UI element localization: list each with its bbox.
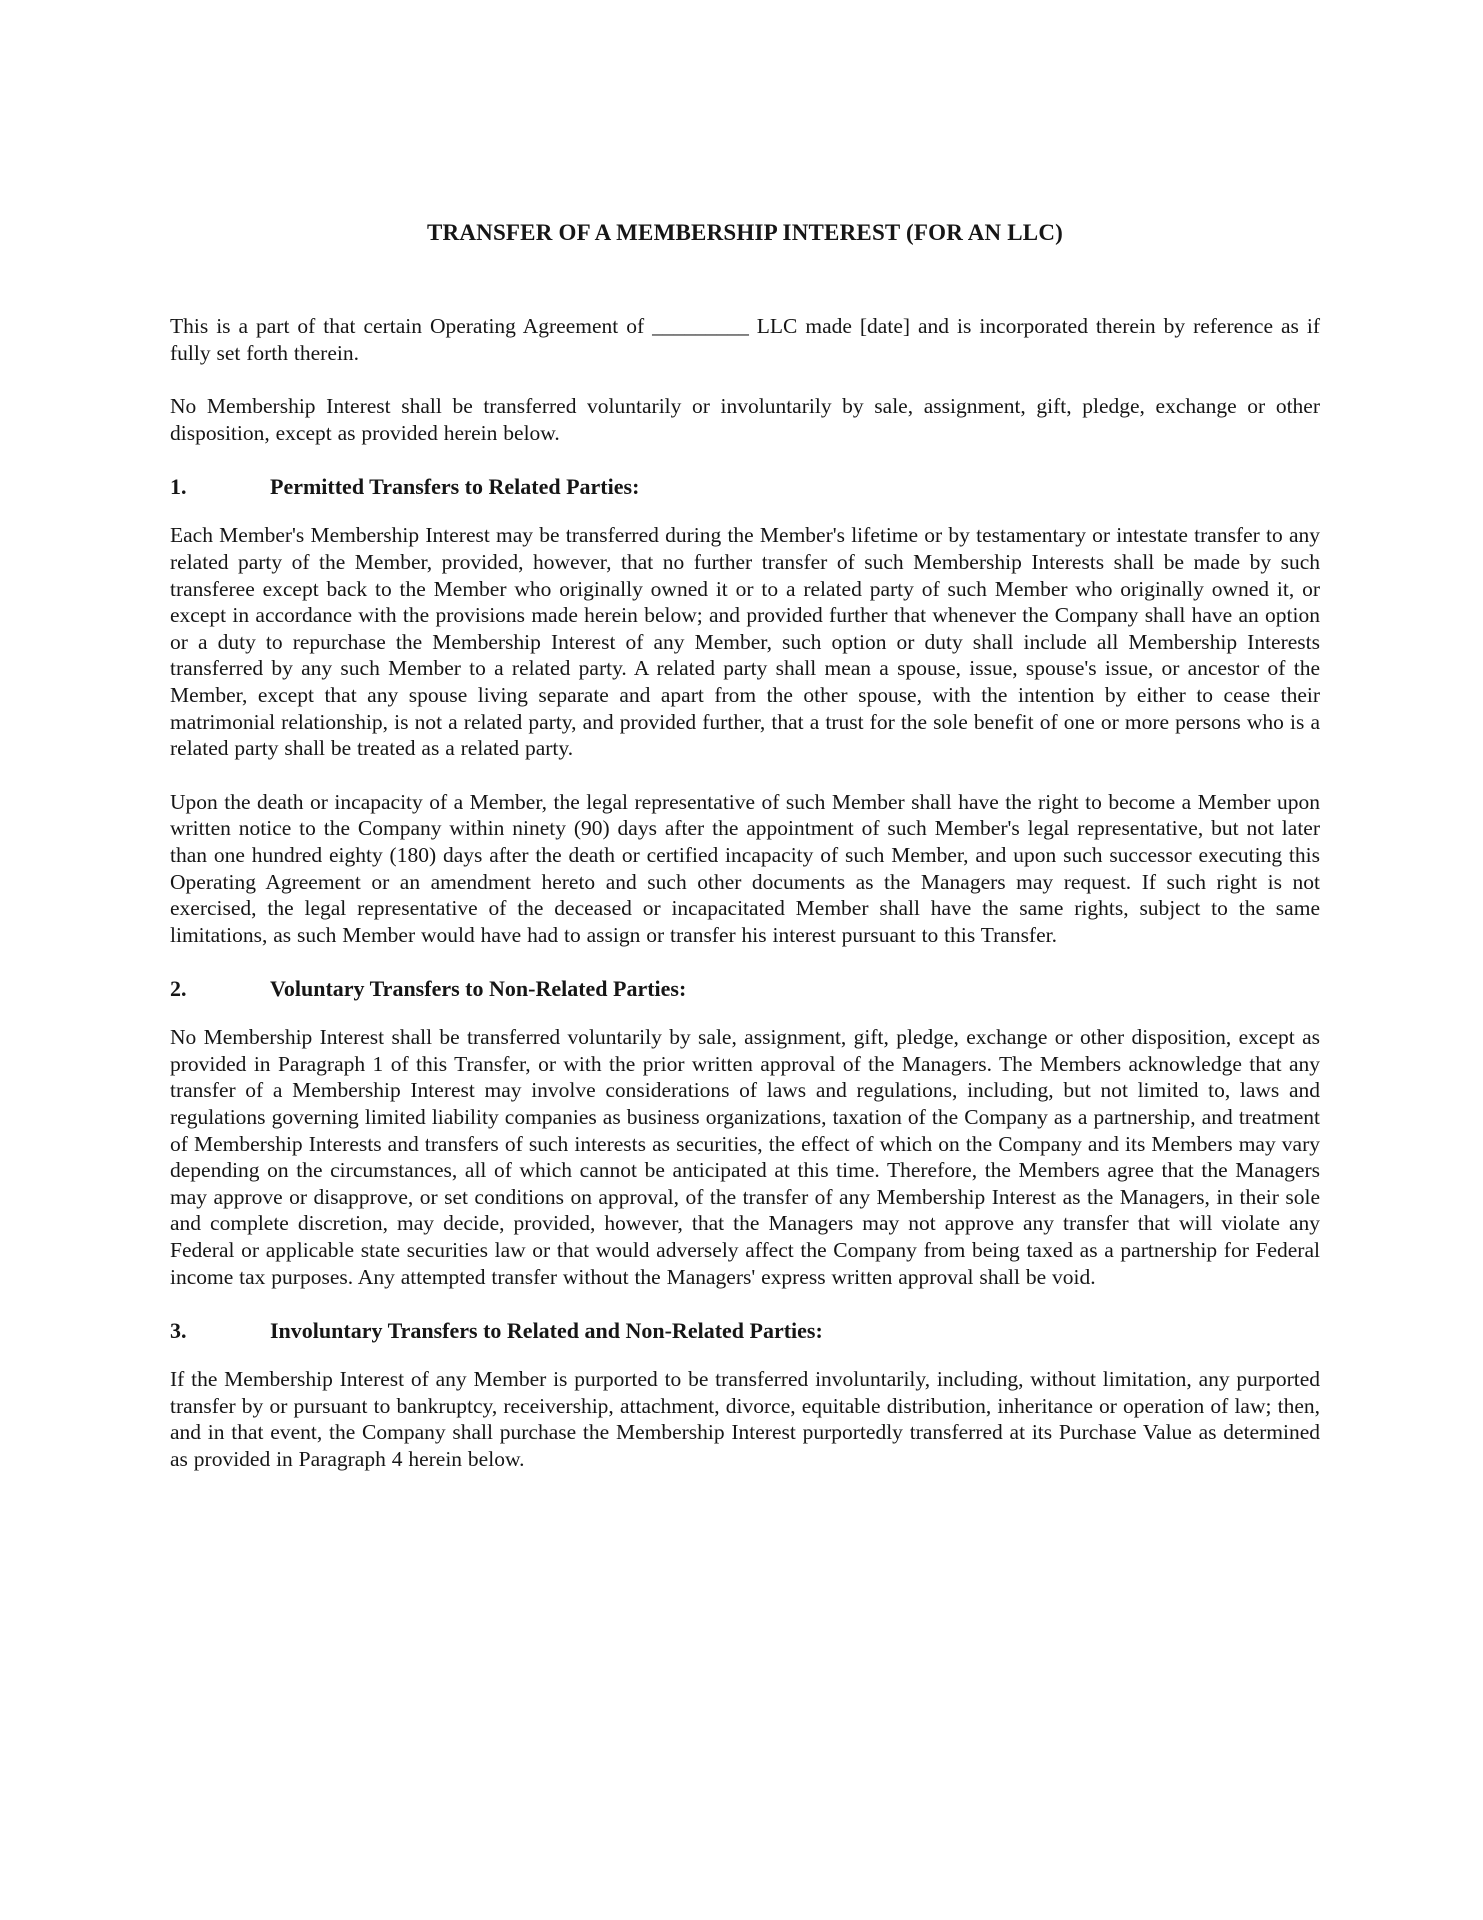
section-1-number: 1. [170,474,187,500]
section-1-heading-label: Permitted Transfers to Related Parties: [270,474,640,500]
document-page [170,0,1320,1473]
section-2-heading-label: Voluntary Transfers to Non-Related Parties: [270,976,687,1002]
section-3 [170,1317,1320,1472]
intro-paragraph-2: No Membership Interest shall be transferred voluntarily or involuntarily by sale, assignment, gift, pledge, exchange or other disposition, except as provided herein below. [170,394,1320,445]
section-2-heading [170,975,1320,1003]
section-2-number: 2. [170,976,187,1002]
section-1-heading [170,473,1320,501]
section-3-number: 3. [170,1318,187,1344]
section-3-heading-label: Involuntary Transfers to Related and Non-Related Parties: [270,1318,823,1344]
section-3-heading [170,1317,1320,1345]
section-1-paragraph-1: Each Member's Membership Interest may be transferred during the Member's lifetime or by testamentary or intestate transfer to any related party of the Member, provided, however, that no further transfer of such Membership Interests shall be made by such transferee except back to the Member who originally owned it or to a related party of such Member who originally owned it, or except in accordance with the provisions made herein below; and provided further that whenever the Company shall have an option or a duty to repurchase the Membership Interest of any Member, such option or duty shall include all Membership Interests transferred by any such Member to a related party. A related party shall mean a spouse, issue, spouse's issue, or ancestor of the Member, except that any spouse living separate and apart from the other spouse, with the intention by either to cease their matrimonial relationship, is not a related party, and provided further, that a trust for the sole benefit of one or more persons who is a related party shall be treated as a related party. [170,523,1320,761]
section-3-paragraph-1: If the Membership Interest of any Member is purported to be transferred involuntarily, including, without limitation, any purported transfer by or pursuant to bankruptcy, receivership, attachment, divorce, equitable distribution, inheritance or operation of law; then, and in that event, the Company shall purchase the Membership Interest purportedly transferred at its Purchase Value as determined as provided in Paragraph 4 herein below. [170,1367,1320,1471]
section-2 [170,975,1320,1290]
section-1 [170,473,1320,948]
section-1-paragraph-2: Upon the death or incapacity of a Member, the legal representative of such Member shall have the right to become a Member upon written notice to the Company within ninety (90) days after the appointment of such Member's legal representative, but not later than one hundred eighty (180) days after the death or certified incapacity of such Member, and upon such successor executing this Operating Agreement or an amendment hereto and such other documents as the Managers may request. If such right is not exercised, the legal representative of the deceased or incapacitated Member shall have the same rights, subject to the same limitations, as such Member would have had to assign or transfer his interest pursuant to this Transfer. [170,789,1320,947]
section-2-paragraph-1: No Membership Interest shall be transferred voluntarily by sale, assignment, gift, pledge, exchange or other disposition, except as provided in Paragraph 1 of this Transfer, or with the prior written approval of the Managers. The Members acknowledge that any transfer of a Membership Interest may involve considerations of laws and regulations, including, but not limited to, laws and regulations governing limited liability companies as business organizations, taxation of the Company as a partnership, and treatment of Membership Interests and transfers of such interests as securities, the effect of which on the Company and its Members may vary depending on the circumstances, all of which cannot be anticipated at this time. Therefore, the Members agree that the Managers may approve or disapprove, or set conditions on approval, of the transfer of any Membership Interest as the Managers, in their sole and complete discretion, may decide, provided, however, that the Managers may not approve any transfer that will violate any Federal or applicable state securities law or that would adversely affect the Company from being taxed as a partnership for Federal income tax purposes. Any attempted transfer without the Managers' express written approval shall be void. [170,1025,1320,1289]
intro-paragraph-1: This is a part of that certain Operating Agreement of _________ LLC made [date] and is incorporated therein by reference as if fully set forth therein. [170,314,1320,365]
document-title: TRANSFER OF A MEMBERSHIP INTEREST (FOR AN LLC) [426,220,1064,245]
